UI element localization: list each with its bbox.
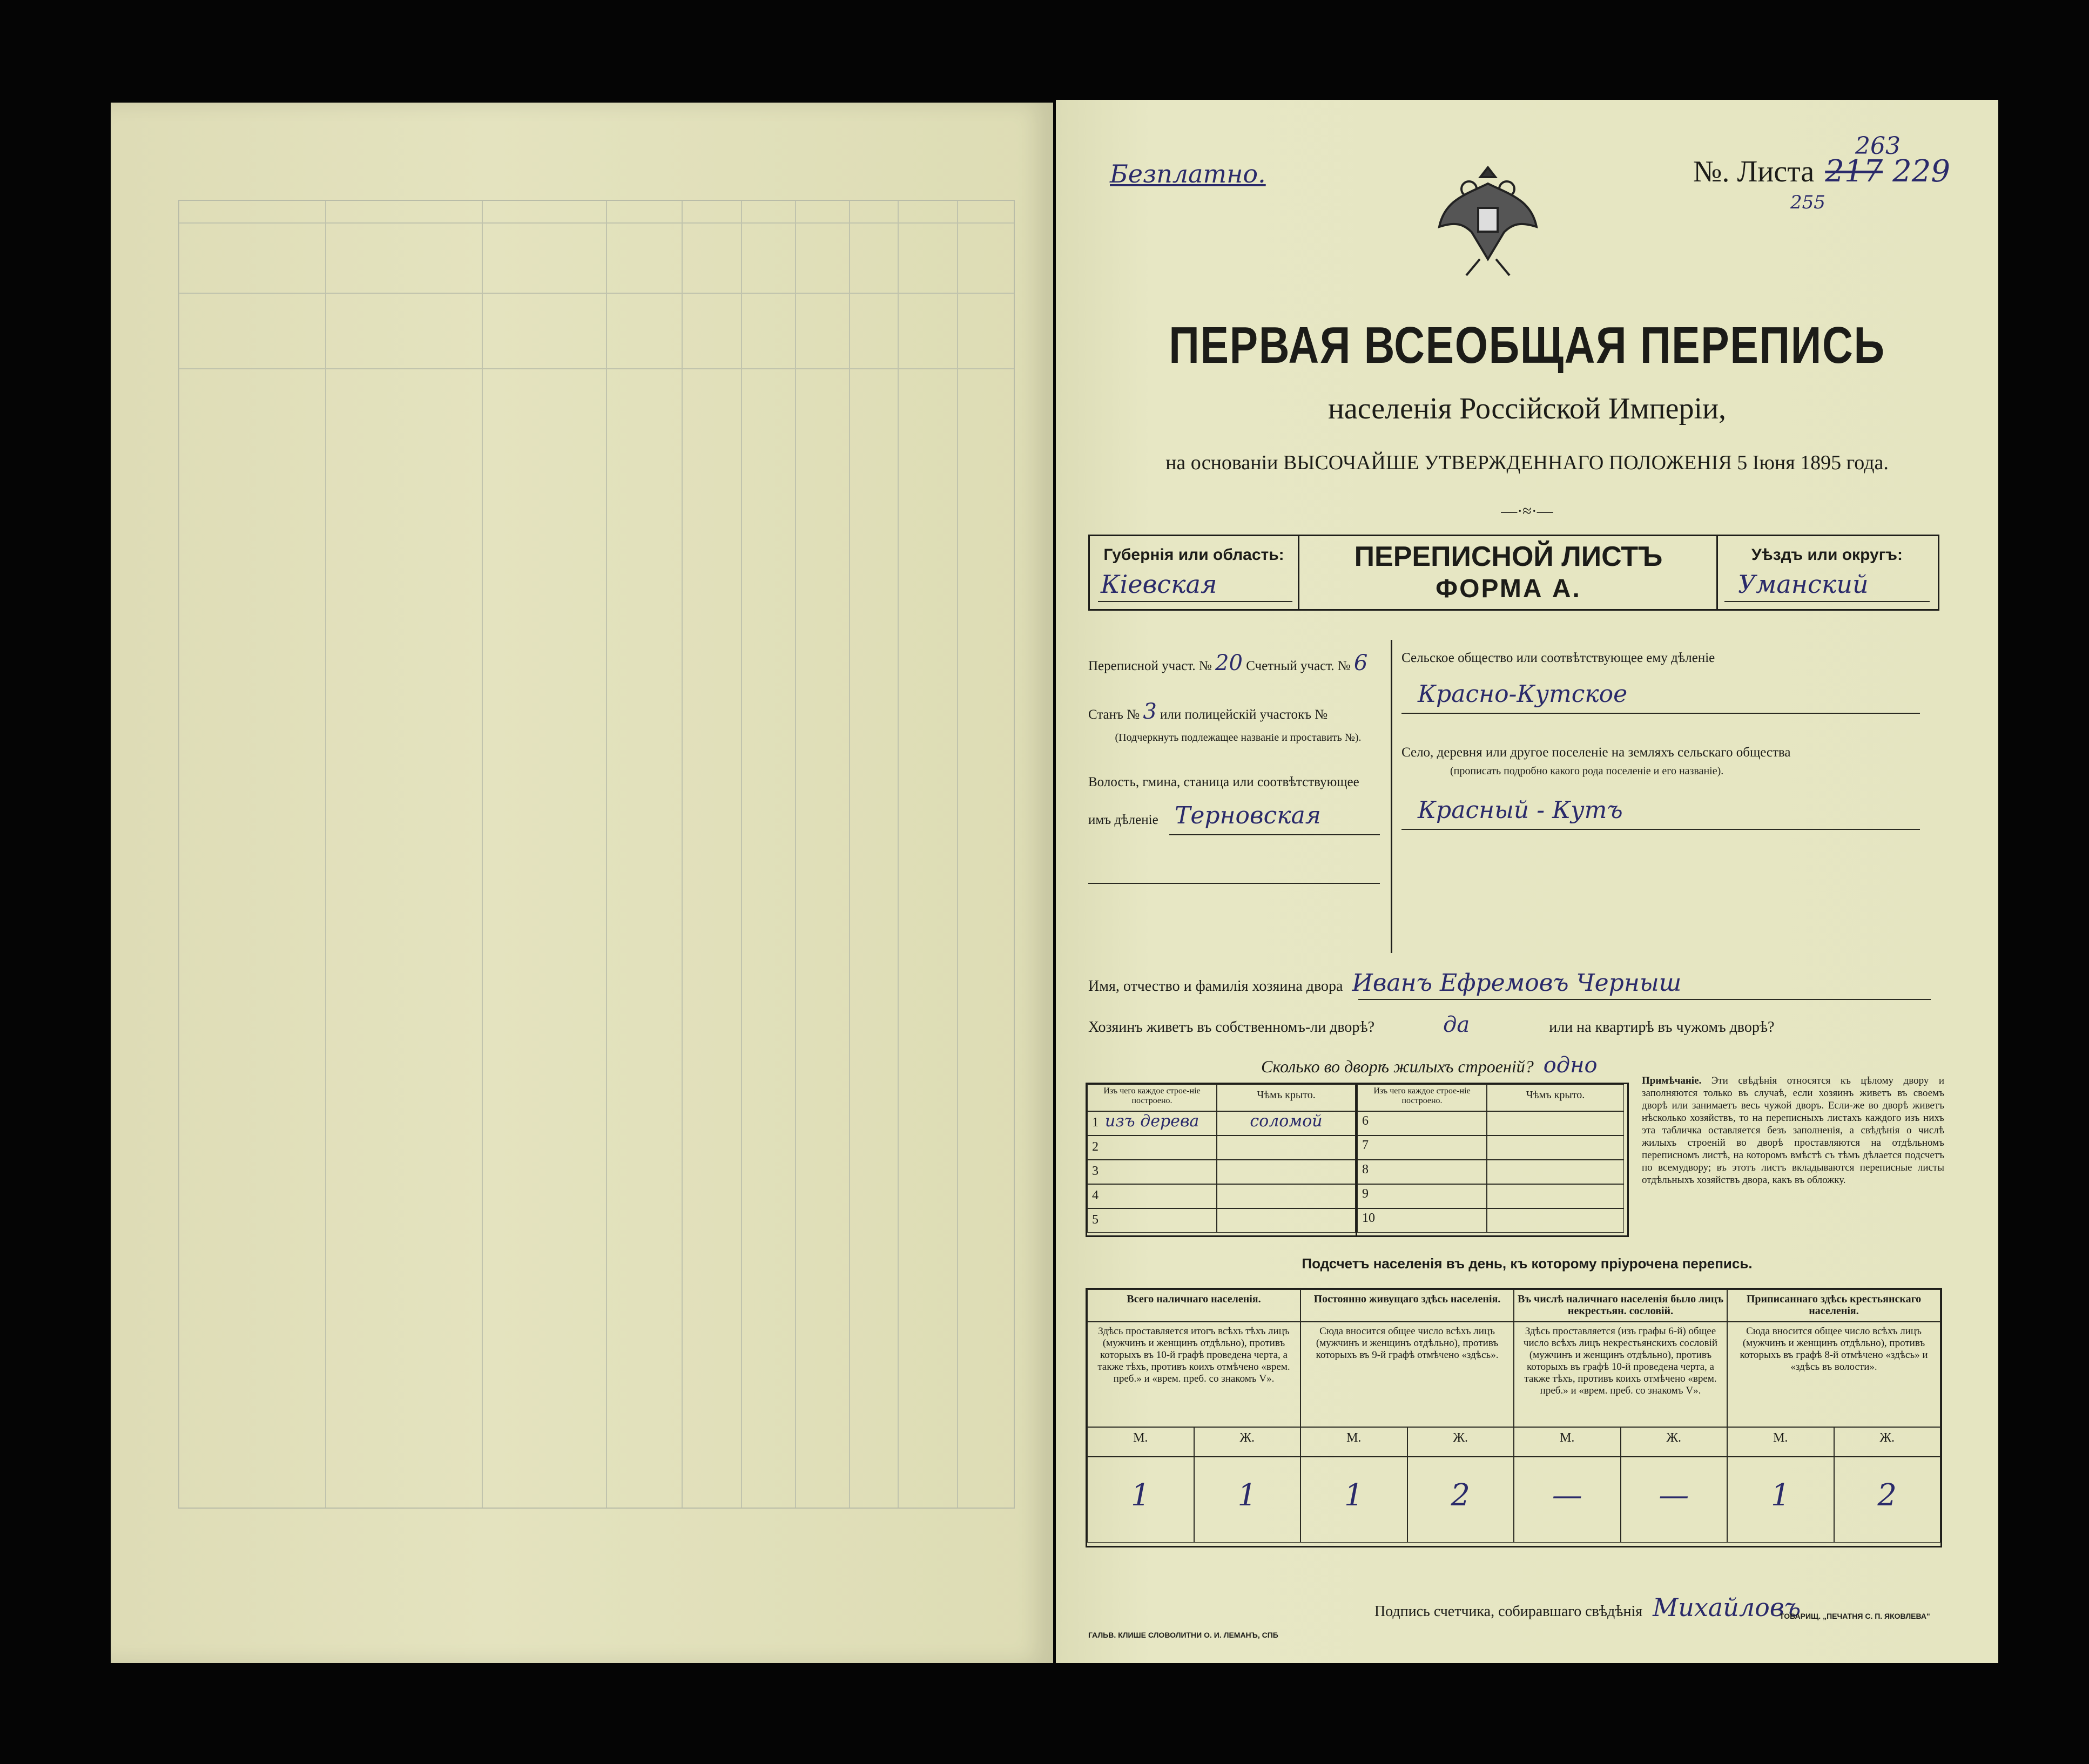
building-row-roof: соломой — [1217, 1111, 1356, 1136]
volost-value: Терновская — [1175, 802, 1321, 829]
count-col-desc: Здѣсь проставляется итогъ всѣхъ тѣхъ лицъ (мужчинъ и женщинъ отдѣльно), противъ которыхъ въ 10-й графѣ проведена черта, а также тѣхъ, противъ коихъ отмѣчено «врем. преб.» и «врем. преб. со знакомъ V». — [1087, 1322, 1300, 1427]
m-label: М. — [1300, 1427, 1407, 1457]
ornament: —·≈·— — [1501, 502, 1553, 520]
f-value: 2 — [1834, 1457, 1941, 1543]
m-label: М. — [1514, 1427, 1621, 1457]
building-row-material: 7 — [1357, 1136, 1487, 1160]
count-col-desc: Сюда вносится общее число всѣхъ лицъ (мужчинъ и женщинъ отдѣльно), противъ которыхъ въ 9-й графѣ отмѣчено «здѣсь». — [1300, 1322, 1514, 1427]
census-section-label: Переписной участ. № — [1088, 659, 1212, 673]
own-yard-label: Хозяинъ живетъ въ собственномъ-ли дворѣ? — [1088, 1019, 1375, 1036]
signature-value: Михайловъ — [1653, 1593, 1801, 1622]
police-label: или полицейскій участокъ № — [1160, 707, 1328, 722]
grid-line — [179, 368, 1014, 369]
volost-label: Волость, гмина, станица или соотвѣтствующее — [1088, 775, 1359, 789]
sheet-number — [1693, 154, 1950, 189]
form-label: ФОРМА А. — [1436, 575, 1581, 603]
f-label: Ж. — [1194, 1427, 1301, 1457]
building-row-roof — [1487, 1111, 1624, 1136]
stan-label: Станъ № — [1088, 707, 1140, 722]
sheet-number-under: 255 — [1790, 192, 1825, 213]
province-value: Кiевская — [1101, 570, 1217, 599]
building-row-roof — [1487, 1160, 1624, 1184]
grid-line — [179, 222, 1014, 224]
grid-line — [741, 201, 742, 1508]
building-row-material: 8 — [1357, 1160, 1487, 1184]
building-row-material: 1 изъ дерева — [1087, 1111, 1217, 1136]
own-yard-row — [1088, 1012, 1936, 1037]
owner-underline — [1358, 999, 1931, 1000]
volost-label2: имъ дѣленіе — [1088, 813, 1158, 827]
col-material-header: Изъ чего каждое строе-ніе построено. — [1087, 1084, 1217, 1111]
location-block — [1088, 640, 1936, 953]
building-row-material: 3 — [1087, 1160, 1217, 1184]
printer-left: ГАЛЬВ. КЛИШЕ СЛОВОЛИТНИ О. И. ЛЕМАНЪ, СПБ — [1088, 1631, 1278, 1639]
m-label: М. — [1727, 1427, 1834, 1457]
double-headed-eagle-icon — [1434, 157, 1542, 281]
f-value: — — [1621, 1457, 1728, 1543]
signature-row — [1374, 1593, 1801, 1622]
buildings-table — [1086, 1083, 1629, 1237]
divider — [1716, 535, 1718, 609]
census-section-row — [1088, 651, 1388, 675]
province-label: Губернія или область: — [1103, 546, 1284, 564]
own-yard-value: да — [1443, 1012, 1470, 1037]
f-value: 2 — [1407, 1457, 1514, 1543]
grid-line — [482, 201, 483, 1508]
building-row-material: 9 — [1357, 1184, 1487, 1208]
col-roof-header: Чѣмъ крыто. — [1487, 1084, 1624, 1111]
society-underline — [1401, 713, 1920, 714]
buildings-label: Сколько во дворѣ жилыхъ строеній? — [1261, 1057, 1534, 1076]
ruled-grid — [178, 200, 1015, 1509]
m-label: М. — [1087, 1427, 1194, 1457]
province-underline — [1098, 601, 1292, 602]
building-row-roof — [1487, 1208, 1624, 1233]
owner-value: Иванъ Ефремовъ Черныш — [1352, 969, 1682, 997]
free-label: Безплатно. — [1110, 159, 1266, 188]
f-label: Ж. — [1834, 1427, 1941, 1457]
volost-underline2 — [1088, 883, 1380, 884]
apartment-label: или на квартирѣ въ чужомъ дворѣ? — [1549, 1019, 1775, 1036]
stan-row — [1088, 699, 1388, 724]
signature-label: Подпись счетчика, собиравшаго свѣдѣнія — [1374, 1603, 1643, 1620]
right-page — [1056, 100, 1998, 1663]
building-row-material: 10 — [1357, 1208, 1487, 1233]
m-value: 1 — [1087, 1457, 1194, 1543]
grid-line — [898, 201, 899, 1508]
count-col-desc: Здѣсь проставляется (изъ графы 6-й) общее число всѣхъ лицъ некрестьянскихъ сословій (мужчинъ и женщинъ отдѣльно), противъ которыхъ въ графѣ 10-й проведена черта, а также тѣхъ, противъ коихъ отмѣчено «врем. преб.» и «врем. преб. со знакомъ V». — [1514, 1322, 1727, 1427]
village-label: Село, деревня или другое поселеніе на земляхъ сельскаго общества — [1401, 745, 1791, 760]
census-main-title: ПЕРВАЯ ВСЕОБЩАЯ ПЕРЕПИСЬ — [1169, 316, 1885, 374]
building-row-material: 5 — [1087, 1208, 1217, 1233]
building-row-roof — [1217, 1160, 1356, 1184]
grid-line — [795, 201, 796, 1508]
buildings-value: одно — [1543, 1053, 1598, 1078]
building-row-roof — [1487, 1184, 1624, 1208]
grid-line — [957, 201, 958, 1508]
printer-right: ТОВАРИЩ. „ПЕЧАТНЯ С. П. ЯКОВЛЕВА" — [1780, 1612, 1930, 1620]
buildings-row — [1261, 1053, 1598, 1078]
f-value: 1 — [1194, 1457, 1301, 1543]
m-value: — — [1514, 1457, 1621, 1543]
count-col-head: Постоянно живущаго здѣсь населенія. — [1300, 1289, 1514, 1322]
building-row-material: 6 — [1357, 1111, 1487, 1136]
divider — [1298, 535, 1299, 609]
census-subtitle: населенія Россійской Имперіи, — [1327, 392, 1727, 425]
sheet-number-label: №. Листа — [1693, 155, 1815, 188]
grid-line — [606, 201, 607, 1508]
count-col-desc: Сюда вносится общее число всѣхъ лицъ (мужчинъ и женщинъ отдѣльно), противъ которыхъ въ графѣ 8-й отмѣчено «здѣсь» и «здѣсь въ волости». — [1727, 1322, 1940, 1427]
society-value: Красно-Кутское — [1418, 680, 1628, 708]
village-underline — [1401, 829, 1920, 830]
grid-line — [179, 293, 1014, 294]
note-title: Примѣчаніе. — [1642, 1075, 1702, 1086]
grid-line — [849, 201, 850, 1508]
count-table — [1086, 1288, 1942, 1547]
building-row-material: 4 — [1087, 1184, 1217, 1208]
col-material-header: Изъ чего каждое строе-ніе построено. — [1357, 1084, 1487, 1111]
m-value: 1 — [1300, 1457, 1407, 1543]
sheet-number-top: 263 — [1855, 132, 1901, 160]
owner-row — [1088, 969, 1681, 997]
grid-line — [325, 201, 326, 1508]
volost-underline — [1169, 834, 1380, 835]
f-label: Ж. — [1621, 1427, 1728, 1457]
sheet-title: ПЕРЕПИСНОЙ ЛИСТЪ — [1354, 541, 1663, 572]
m-value: 1 — [1727, 1457, 1834, 1543]
village-note: (прописать подробно какого рода поселеніе и его названіе). — [1450, 765, 1724, 777]
count-col-head: Всего наличнаго населенія. — [1087, 1289, 1300, 1322]
count-title: Подсчетъ населенія въ день, къ которому пріурочена перепись. — [1302, 1255, 1753, 1272]
divider — [1391, 640, 1392, 953]
note-block — [1642, 1074, 1944, 1186]
underline-note: (Подчеркнуть подлежащее названіе и проставить №). — [1115, 732, 1362, 744]
sheet-number-value: 229 — [1892, 154, 1951, 189]
district-value: Уманский — [1738, 570, 1869, 599]
census-basis: на основаніи ВЫСОЧАЙШЕ УТВЕРЖДЕННАГО ПОЛОЖЕНІЯ 5 Іюня 1895 года. — [1165, 451, 1889, 474]
left-page — [111, 103, 1053, 1663]
grid-line — [682, 201, 683, 1508]
building-row-roof — [1217, 1184, 1356, 1208]
sheet-number-struck: 217 — [1825, 154, 1883, 189]
building-row-roof — [1487, 1136, 1624, 1160]
col-roof-header: Чѣмъ крыто. — [1217, 1084, 1356, 1111]
district-underline — [1724, 601, 1930, 602]
village-value: Красный - Кутъ — [1418, 796, 1623, 824]
counting-section-label: Счетный участ. № — [1246, 659, 1351, 673]
building-row-roof — [1217, 1208, 1356, 1233]
form-header-band — [1088, 535, 1939, 611]
stan-value: 3 — [1143, 699, 1157, 724]
building-row-roof — [1217, 1136, 1356, 1160]
counting-section-value: 6 — [1353, 651, 1368, 675]
society-label: Сельское общество или соотвѣтствующее ему дѣленіе — [1401, 651, 1715, 665]
owner-label: Имя, отчество и фамилія хозяина двора — [1088, 978, 1343, 995]
f-label: Ж. — [1407, 1427, 1514, 1457]
census-section-value: 20 — [1215, 651, 1243, 675]
count-col-head: Въ числѣ наличнаго населенія было лицъ некрестьян. сословій. — [1514, 1289, 1727, 1322]
note-text: Эти свѣдѣнія относятся къ цѣлому двору и заполняются только въ случаѣ, если хозяинъ живетъ въ своемъ дворѣ или занимаетъ весь чужой дворъ. Если-же во дворѣ живетъ нѣсколько хозяйствъ, то на переписныхъ листахъ каждого изъ нихъ эта табличка оставляется безъ заполненія, а свѣдѣнія о числѣ жилыхъ строеній во дворѣ проставляются на отдѣльномъ переписномъ листѣ, на которомъ вмѣстѣ съ тѣмъ дѣлается подсчетъ по всемудвору; въ этотъ листъ вкладываются переписные листы отдѣльныхъ хозяйствъ двора, какъ въ обложку. — [1642, 1075, 1945, 1186]
building-row-material: 2 — [1087, 1136, 1217, 1160]
district-label: Уѣздъ или округъ: — [1751, 546, 1903, 564]
count-col-head: Приписаннаго здѣсь крестьянскаго населенія. — [1727, 1289, 1940, 1322]
